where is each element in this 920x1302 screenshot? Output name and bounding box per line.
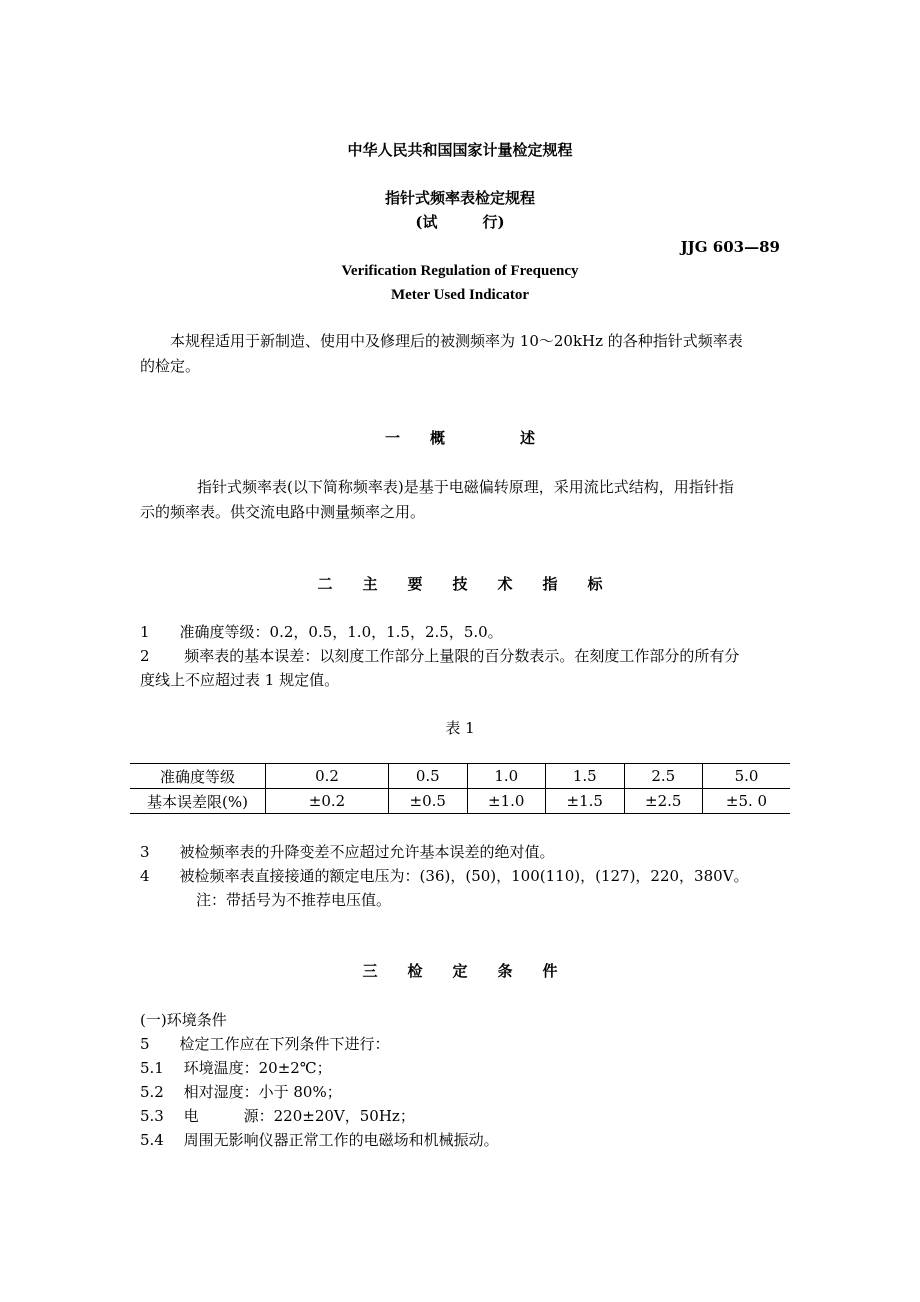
section-3-heading: 三 检 定 条 件 (362, 962, 558, 980)
item-4: 4 被检频率表直接接通的额定电压为：(36)，(50)，100(110)，(127)，220，380V。 (140, 867, 749, 885)
table-cell: ±1.5 (546, 789, 625, 814)
item-5-4: 5.4 周围无影响仪器正常工作的电磁场和机械振动。 (140, 1131, 499, 1149)
table-cell: 准确度等级 (130, 764, 266, 789)
doc-title: 指针式频率表检定规程 (384, 189, 535, 207)
item-2: 2 频率表的基本误差：以刻度工作部分上量限的百分数表示。在刻度工作部分的所有分 (140, 647, 740, 665)
item-5-3: 5.3 电 源：220±20V，50Hz； (140, 1107, 415, 1125)
section-2-heading: 二 主 要 技 术 指 标 (317, 575, 603, 593)
en-title-2: Meter Used Indicator (390, 287, 530, 303)
table-cell: 1.5 (546, 764, 625, 789)
trial-label: (试 行) (415, 213, 505, 231)
table-cell: ±5. 0 (703, 789, 791, 814)
item-5-1: 5.1 环境温度：20±2℃； (140, 1059, 332, 1077)
subsection-env: (一)环境条件 (140, 1011, 227, 1029)
en-title-1: Verification Regulation of Frequency (341, 263, 579, 279)
org-title: 中华人民共和国国家计量检定规程 (347, 141, 573, 159)
table-cell: ±1.0 (467, 789, 546, 814)
item-3: 3 被检频率表的升降变差不应超过允许基本误差的绝对值。 (140, 843, 555, 861)
table-cell: 0.5 (389, 764, 468, 789)
error-limits-table (130, 763, 790, 814)
table-cell: 5.0 (703, 764, 791, 789)
item-2-cont: 度线上不应超过表 1 规定值。 (140, 671, 340, 689)
section-1-para-1: 指针式频率表(以下简称频率表)是基于电磁偏转原理，采用流比式结构，用指针指 (197, 478, 734, 496)
section-1-heading: 一 概 述 (384, 429, 535, 447)
item-5-2: 5.2 相对湿度：小于 80%； (140, 1083, 342, 1101)
table-cell: ±0.5 (389, 789, 468, 814)
table-caption: 表 1 (445, 719, 475, 737)
doc-code: JJG 603—89 (680, 238, 780, 256)
table-row (130, 789, 790, 814)
note: 注：带括号为不推荐电压值。 (196, 891, 392, 909)
intro-line-1: 本规程适用于新制造、使用中及修理后的被测频率为 10～20kHz 的各种指针式频率表 (170, 332, 743, 350)
section-1-para-2: 示的频率表。供交流电路中测量频率之用。 (140, 503, 426, 521)
table-cell: 0.2 (266, 764, 389, 789)
item-1: 1 准确度等级：0.2，0.5，1.0，1.5，2.5，5.0。 (140, 623, 503, 641)
table-cell: ±0.2 (266, 789, 389, 814)
intro-line-2: 的检定。 (140, 357, 201, 375)
table-cell: 2.5 (624, 764, 703, 789)
table-row (130, 764, 790, 789)
item-5: 5 检定工作应在下列条件下进行： (140, 1035, 390, 1053)
table-cell: ±2.5 (624, 789, 703, 814)
table-cell: 基本误差限(%) (130, 789, 266, 814)
table-cell: 1.0 (467, 764, 546, 789)
